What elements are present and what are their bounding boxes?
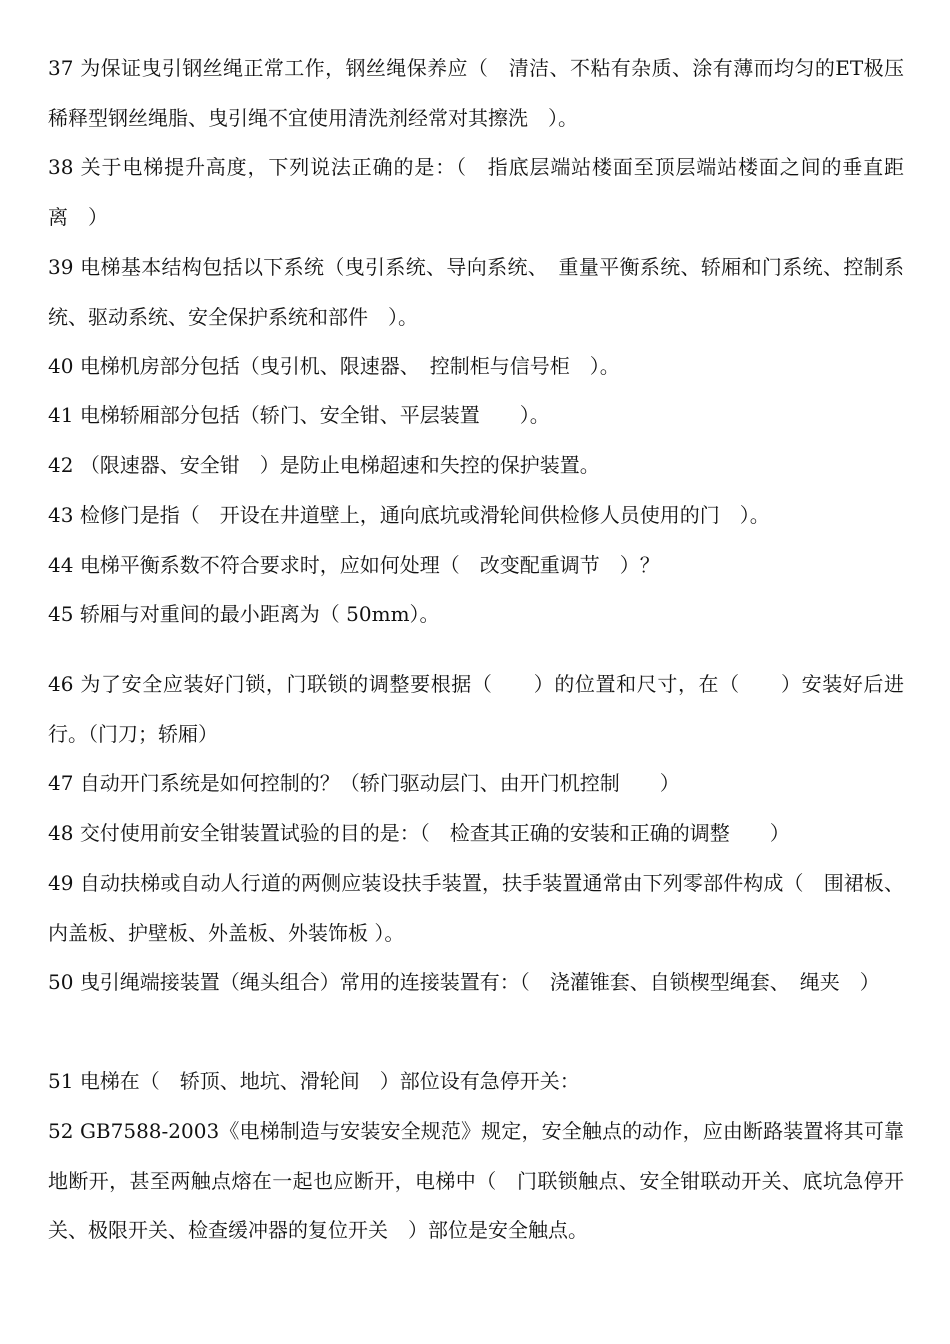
question-48 bbox=[48, 809, 904, 859]
question-47 bbox=[48, 759, 904, 809]
question-number: 43 bbox=[48, 503, 74, 527]
question-text: 交付使用前安全钳装置试验的目的是：（ 检查其正确的安装和正确的调整 ） bbox=[79, 821, 790, 845]
question-text: 关于电梯提升高度，下列说法正确的是：（ 指底层端站楼面至顶层端站楼面之间的垂直距离 ） bbox=[48, 155, 905, 229]
question-number: 42 bbox=[48, 453, 74, 477]
question-number: 48 bbox=[48, 821, 74, 845]
question-43 bbox=[48, 491, 904, 541]
question-number: 50 bbox=[48, 970, 74, 994]
question-50 bbox=[48, 958, 904, 1008]
question-41 bbox=[48, 391, 904, 441]
question-49 bbox=[48, 859, 904, 958]
question-51 bbox=[48, 1057, 904, 1107]
question-text: 电梯在（ 轿顶、地坑、滑轮间 ）部位设有急停开关： bbox=[79, 1069, 580, 1093]
question-number: 41 bbox=[48, 403, 74, 427]
question-46 bbox=[48, 660, 904, 759]
question-text: GB7588-2003《电梯制造与安装安全规范》规定，安全触点的动作，应由断路装置将其可靠地断开，甚至两触点熔在一起也应断开，电梯中（ 门联锁触点、安全钳联动开关、底坑急停开关、极限开关、检查缓冲器的复位开关 ）部位是安全触点。 bbox=[48, 1119, 904, 1242]
question-text: 电梯轿厢部分包括（轿门、安全钳、平层装置 ）。 bbox=[79, 403, 550, 427]
question-number: 37 bbox=[48, 56, 74, 80]
question-42 bbox=[48, 441, 904, 491]
question-text: 轿厢与对重间的最小距离为（ 50mm）。 bbox=[79, 602, 440, 626]
question-number: 47 bbox=[48, 771, 74, 795]
question-number: 51 bbox=[48, 1069, 74, 1093]
question-text: （限速器、安全钳 ）是防止电梯超速和失控的保护装置。 bbox=[79, 453, 600, 477]
question-40 bbox=[48, 342, 904, 392]
question-number: 40 bbox=[48, 354, 74, 378]
question-text: 检修门是指（ 开设在井道壁上，通向底坑或滑轮间供检修人员使用的门 ）。 bbox=[79, 503, 770, 527]
question-text: 电梯平衡系数不符合要求时，应如何处理（ 改变配重调节 ）？ bbox=[79, 553, 660, 577]
question-text: 自动扶梯或自动人行道的两侧应装设扶手装置，扶手装置通常由下列零部件构成（ 围裙板、内盖板、护壁板、外盖板、外装饰板 ）。 bbox=[48, 871, 905, 945]
question-number: 52 bbox=[48, 1119, 74, 1143]
question-text: 自动开门系统是如何控制的？（轿门驱动层门、由开门机控制 ） bbox=[79, 771, 680, 795]
question-number: 44 bbox=[48, 553, 74, 577]
question-number: 45 bbox=[48, 602, 74, 626]
question-text: 电梯基本结构包括以下系统（曳引系统、导向系统、 重量平衡系统、轿厢和门系统、控制系统、驱动系统、安全保护系统和部件 ）。 bbox=[48, 255, 905, 329]
question-52 bbox=[48, 1107, 904, 1256]
question-text: 曳引绳端接装置（绳头组合）常用的连接装置有：（ 浇灌锥套、自锁楔型绳套、 绳夹 ） bbox=[79, 970, 880, 994]
question-number: 38 bbox=[48, 155, 74, 179]
question-text: 为保证曳引钢丝绳正常工作，钢丝绳保养应（ 清洁、不粘有杂质、涂有薄而均匀的ET极压稀释型钢丝绳脂、曳引绳不宜使用清洗剂经常对其擦洗 ）。 bbox=[48, 56, 904, 130]
question-text: 电梯机房部分包括（曳引机、限速器、 控制柜与信号柜 ）。 bbox=[79, 354, 620, 378]
question-number: 49 bbox=[48, 871, 74, 895]
question-39 bbox=[48, 243, 904, 342]
question-45 bbox=[48, 590, 904, 640]
question-37 bbox=[48, 44, 904, 143]
question-44 bbox=[48, 541, 904, 591]
question-number: 39 bbox=[48, 255, 74, 279]
question-text: 为了安全应装好门锁，门联锁的调整要根据（ ）的位置和尺寸，在（ ）安装好后进行。（门刀；轿厢） bbox=[48, 672, 905, 746]
question-38 bbox=[48, 143, 904, 242]
question-number: 46 bbox=[48, 672, 74, 696]
